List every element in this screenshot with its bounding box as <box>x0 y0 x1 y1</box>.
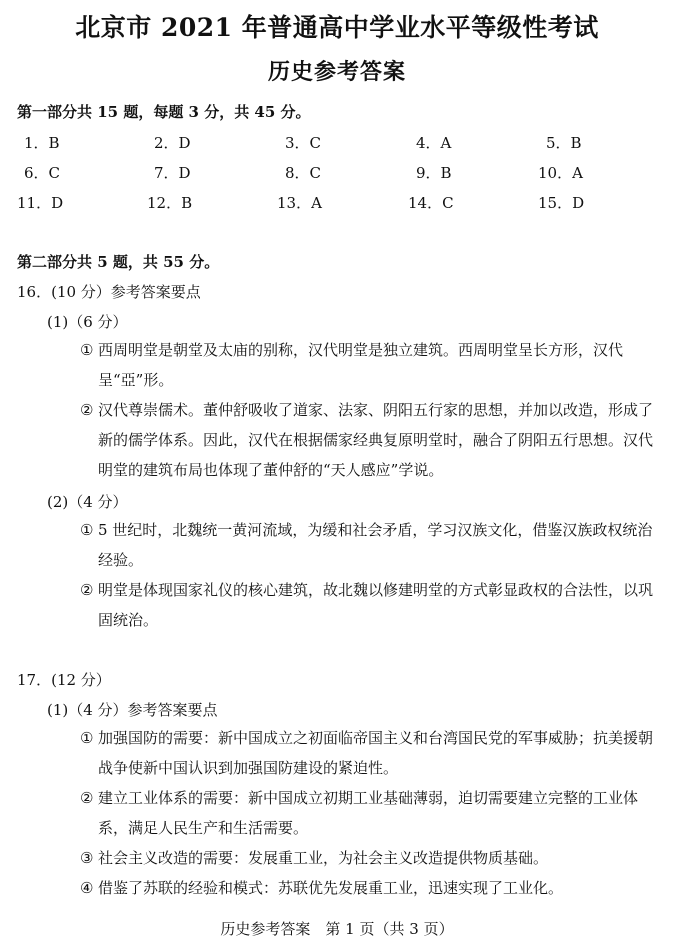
answer-point <box>80 783 666 843</box>
answer-cell: 3．C <box>285 134 322 152</box>
answer-cell: 7．D <box>154 164 191 182</box>
point-text: 建立工业体系的需要：新中国成立初期工业基础薄弱，迫切需要建立完整的工业体系，满足人民生产和生活需要。 <box>98 789 639 837</box>
point-text: 借鉴了苏联的经验和模式：苏联优先发展重工业，迅速实现了工业化。 <box>98 879 564 897</box>
point-text: 汉代尊崇儒术。董仲舒吸收了道家、法家、阴阳五行家的思想，并加以改造，形成了新的儒学体系。因此，汉代在根据儒家经典复原明堂时，融合了阴阳五行思想。汉代明堂的建筑布局也体现了董仲舒的“天人感应”学说。 <box>98 401 654 479</box>
document-subtitle: 历史参考答案 <box>267 59 406 85</box>
answer-cell: 9．B <box>416 164 452 182</box>
answer-cell: 5．B <box>546 134 582 152</box>
answer-point <box>80 843 666 873</box>
point-number: ① <box>80 521 94 539</box>
point-number: ② <box>80 789 94 807</box>
answer-cell: 13．A <box>277 194 322 212</box>
point-number: ② <box>80 401 94 419</box>
point-number: ① <box>80 341 94 359</box>
point-number: ③ <box>80 849 94 867</box>
answer-point <box>80 515 666 575</box>
answer-cell: 1．B <box>24 134 60 152</box>
point-text: 明堂是体现国家礼仪的核心建筑，故北魏以修建明堂的方式彰显政权的合法性，以巩固统治。 <box>98 581 654 629</box>
document-title: 北京市 2021 年普通高中学业水平等级性考试 <box>75 13 599 42</box>
point-text: 5 世纪时，北魏统一黄河流域，为缓和社会矛盾，学习汉族文化，借鉴汉族政权统治经验。 <box>98 521 653 569</box>
answer-point <box>80 335 666 395</box>
part2-header: 第二部分共 5 题，共 55 分。 <box>17 253 220 271</box>
answer-cell: 14．C <box>408 194 454 212</box>
point-text: 西周明堂是朝堂及太庙的别称，汉代明堂是独立建筑。西周明堂呈长方形，汉代呈“亞”形。 <box>98 341 624 389</box>
answer-cell: 10．A <box>538 164 583 182</box>
question-17-sub1-label: (1)（4 分）参考答案要点 <box>47 701 218 719</box>
point-text: 加强国防的需要：新中国成立之初面临帝国主义和台湾国民党的军事威胁；抗美援朝战争使新中国认识到加强国防建设的紧迫性。 <box>98 729 654 777</box>
question-16-header: 16．(10 分）参考答案要点 <box>17 283 201 301</box>
answer-cell: 8．C <box>285 164 322 182</box>
answer-cell: 12．B <box>147 194 193 212</box>
point-number: ② <box>80 581 94 599</box>
answer-point <box>80 575 666 635</box>
answer-point <box>80 723 666 783</box>
question-16-sub1-label: (1)（6 分） <box>47 313 128 331</box>
answer-cell: 6．C <box>24 164 61 182</box>
answer-cell: 4．A <box>416 134 452 152</box>
point-text: 社会主义改造的需要：发展重工业，为社会主义改造提供物质基础。 <box>98 849 549 867</box>
answer-point <box>80 395 666 485</box>
answer-cell: 11．D <box>17 194 64 212</box>
part1-header: 第一部分共 15 题，每题 3 分，共 45 分。 <box>17 103 311 121</box>
answer-point <box>80 873 666 903</box>
page-footer: 历史参考答案 第 1 页（共 3 页） <box>220 920 454 938</box>
answer-cell: 2．D <box>154 134 191 152</box>
answer-cell: 15．D <box>538 194 585 212</box>
point-number: ④ <box>80 879 94 897</box>
question-17-header: 17．(12 分） <box>17 671 111 689</box>
point-number: ① <box>80 729 94 747</box>
question-16-sub2-label: (2)（4 分） <box>47 493 128 511</box>
